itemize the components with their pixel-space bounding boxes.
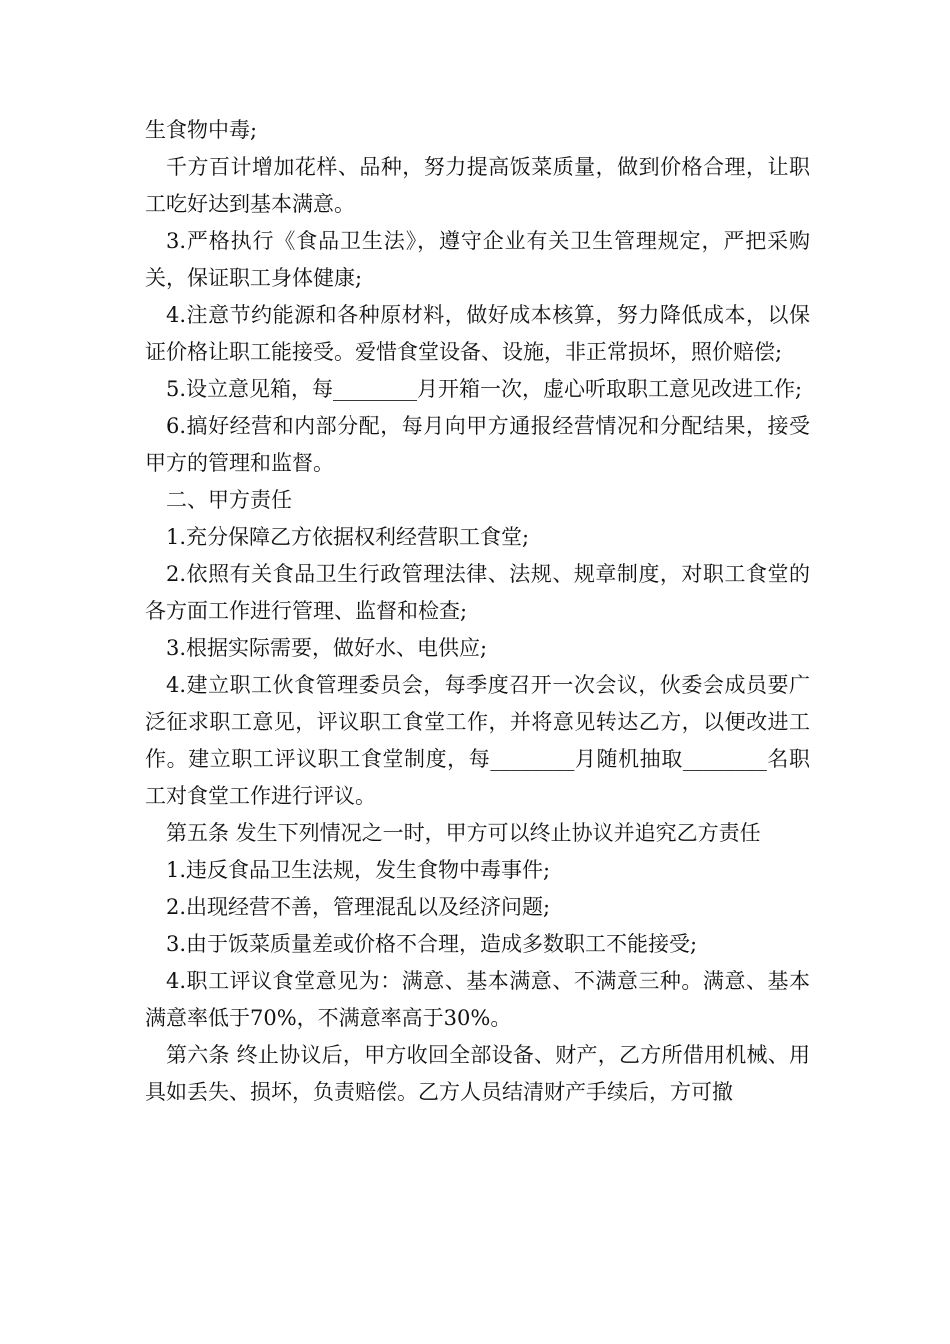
paragraph-4: 4.注意节约能源和各种原材料，做好成本核算，努力降低成本，以保证价格让职工能接受。爱惜食堂设备、设施，非正常损坏，照价赔偿; [145, 303, 810, 364]
paragraph-11: 4.建立职工伙食管理委员会，每季度召开一次会议，伙委会成员要广泛征求职工意见，评议职工食堂工作，并将意见转达乙方，以便改进工作。建立职工评议职工食堂制度，每________月随机抽取________名职工对食堂工作进行评议。 [145, 673, 810, 808]
paragraph-5: 5.设立意见箱，每________月开箱一次，虚心听取职工意见改进工作; [166, 377, 803, 401]
document-body [145, 112, 810, 1111]
paragraph-9: 2.依照有关食品卫生行政管理法律、法规、规章制度，对职工食堂的各方面工作进行管理、监督和检查; [145, 562, 810, 623]
section-heading-party-a: 二、甲方责任 [166, 488, 292, 512]
paragraph-6: 6.搞好经营和内部分配，每月向甲方通报经营情况和分配结果，接受甲方的管理和监督。 [145, 414, 810, 475]
paragraph-16: 4.职工评议食堂意见为：满意、基本满意、不满意三种。满意、基本满意率低于70%，不满意率高于30%。 [145, 969, 810, 1030]
article-5-heading: 第五条 发生下列情况之一时，甲方可以终止协议并追究乙方责任 [166, 821, 761, 845]
paragraph-3: 3.严格执行《食品卫生法》，遵守企业有关卫生管理规定，严把采购关，保证职工身体健康; [145, 229, 810, 290]
paragraph-15: 3.由于饭菜质量差或价格不合理，造成多数职工不能接受; [166, 932, 698, 956]
paragraph-13: 1.违反食品卫生法规，发生食物中毒事件; [166, 858, 551, 882]
paragraph-8: 1.充分保障乙方依据权利经营职工食堂; [166, 525, 530, 549]
paragraph-2: 千方百计增加花样、品种，努力提高饭菜质量，做到价格合理，让职工吃好达到基本满意。 [145, 155, 810, 216]
article-6-paragraph: 第六条 终止协议后，甲方收回全部设备、财产，乙方所借用机械、用具如丢失、损坏，负责赔偿。乙方人员结清财产手续后，方可撤 [145, 1043, 810, 1104]
paragraph-1: 生食物中毒; [145, 118, 258, 142]
paragraph-14: 2.出现经营不善，管理混乱以及经济问题; [166, 895, 551, 919]
paragraph-10: 3.根据实际需要，做好水、电供应; [166, 636, 488, 660]
